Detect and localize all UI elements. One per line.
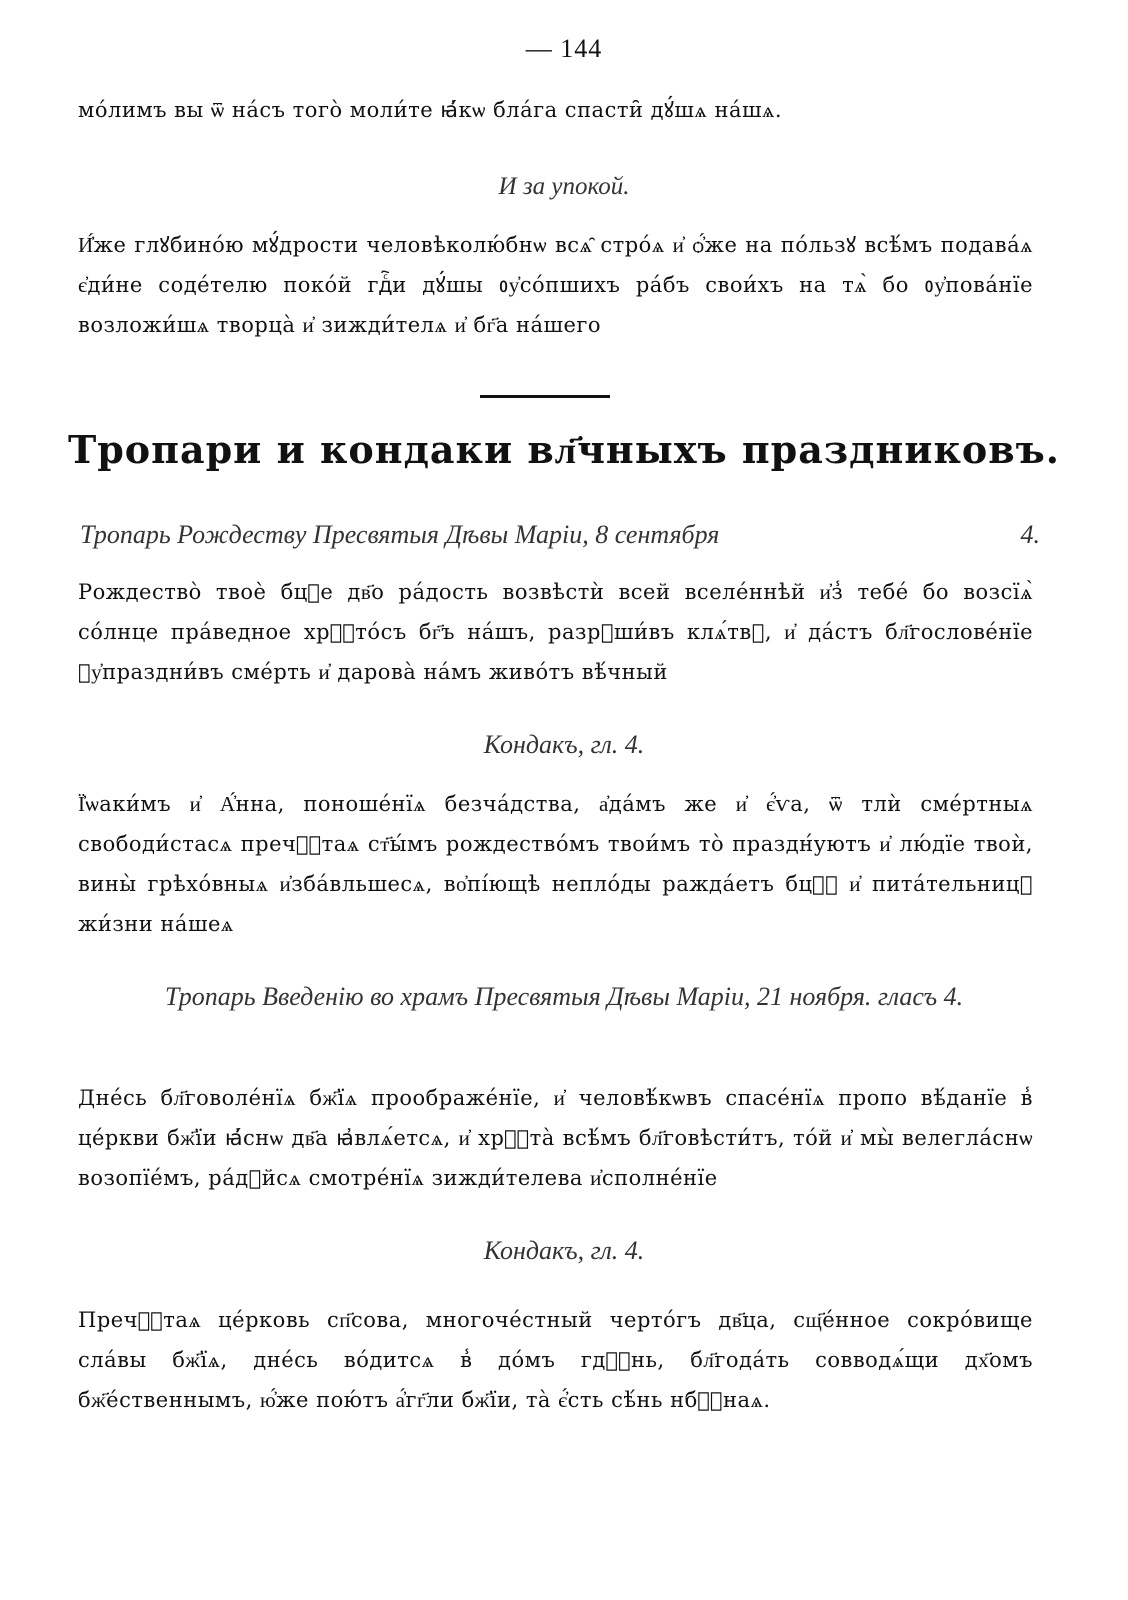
troparion-nativity-text: Рождество̀ твоѐ бцⷣе дв҃о ра́дость возвѣстѝ всей вселе́ннѣй и҆з̾ тебе́ бо возсїѧ̀ со́лнце пра́ведное хрⷭ҇то́съ бг҃ъ на́шъ, разрꙋши́въ клѧ́твꙋ, и҆ да́стъ бл҃гослове́нїе ᲂу҆праздни́въ сме́рть и҆ дарова̀ на́мъ живо́тъ вѣ́чный [78, 580, 1033, 684]
rubric-text: Тропарь Рождеству Пресвятыя Дѣвы Маріи, 8 сентября [80, 520, 720, 549]
kontakion-entry-text: Пречⷭ҇таѧ це́рковь сп҃сова, многоче́стный черто́гъ дв҃ца, сщ҃е́нное сокро́вище сла́вы бж҃їѧ, дне́сь во́дитсѧ в̾ до́мъ гдⷭ҇нь, бл҃года́ть совводѧ́щи дх҃омъ бж҃е́ственнымъ, ю҆́же пою́тъ а҆́гг҃ли бж҃їи, та̀ є҆́сть сѣ́нь нбⷭ҇наѧ. [78, 1308, 1033, 1412]
rubric-tone: 4. [1020, 520, 1040, 549]
rubric-entry-troparion: Тропарь Введенію во храмъ Пресвятыя Дѣвы Маріи, 21 ноября. гласъ 4. [164, 982, 964, 1011]
repose-heading: И за упокой. [498, 173, 630, 200]
rubric-nativity-troparion [80, 518, 1040, 552]
kontakion-nativity-text: Ї҆ѡаки́мъ и҆ А҆́нна, поноше́нїѧ безча́дства, а҆да́мъ же и҆ є҆́ѵа, ѿ тлѝ сме́ртныѧ свободи́стасѧ пречⷭ҇таѧ ст҃ы́мъ рождество́мъ твои́мъ то̀ праздн́уютъ и҆ лю́дїе твоѝ, вины̀ грѣхо́вныѧ и҆зба́вльшесѧ, во҆пі́ющѣ непло́ды ражда́етъ бцⷣꙋ и҆ пита́тельницꙋ жи́зни на́шеѧ [78, 792, 1033, 936]
rubric-entry-kontakion: Кондакъ, гл. 4. [483, 1236, 645, 1265]
rubric-nativity-kontakion: Кондакъ, гл. 4. [483, 730, 645, 759]
repose-paragraph: И҆́же глꙋбино́ю мꙋ́дрости человѣколю́бнѡ всѧ̑ стро́ѧ и҆ ѻ҆́же на по́льзꙋ всѣ́мъ подава́ѧ є҆ди́не соде́телю поко́й гдⷭ҇и дꙋ́шы ᲂу҆со́пшихъ ра́бъ свои́хъ на тѧ̀ бо ᲂу҆пова́нїе возложи́шѧ творца̀ и҆ зижди́телѧ и҆ бг҃а на́шего [78, 233, 1033, 337]
section-divider [480, 395, 610, 398]
intro-paragraph: мо́лимъ вы ѿ на́съ того̀ моли́те ꙗ҆́кѡ бла́га спасти̑ дꙋ́шѧ на́шѧ. [78, 98, 783, 122]
page-number: — 144 [525, 34, 603, 63]
section-title: Тропари и кондаки вл҃чныхъ праздниковъ. [67, 427, 1061, 472]
troparion-entry-text: Дне́сь бл҃говоле́нїѧ бж҃їѧ проображе́нїе, и҆ человѣ́кѡвъ спасе́нїѧ пропо вѣ́данїе в̾ це́ркви бж҃їи ꙗ҆́снѡ дв҃а ꙗ҆влѧ́етсѧ, и҆ хрⷭ҇та̀ всѣ́мъ бл҃говѣсти́тъ, то́й и҆ мы̀ велегла́снѡ возопїе́мъ, ра́дꙋйсѧ смотре́нїѧ зижди́телева и҆сполне́нїе [78, 1086, 1033, 1190]
